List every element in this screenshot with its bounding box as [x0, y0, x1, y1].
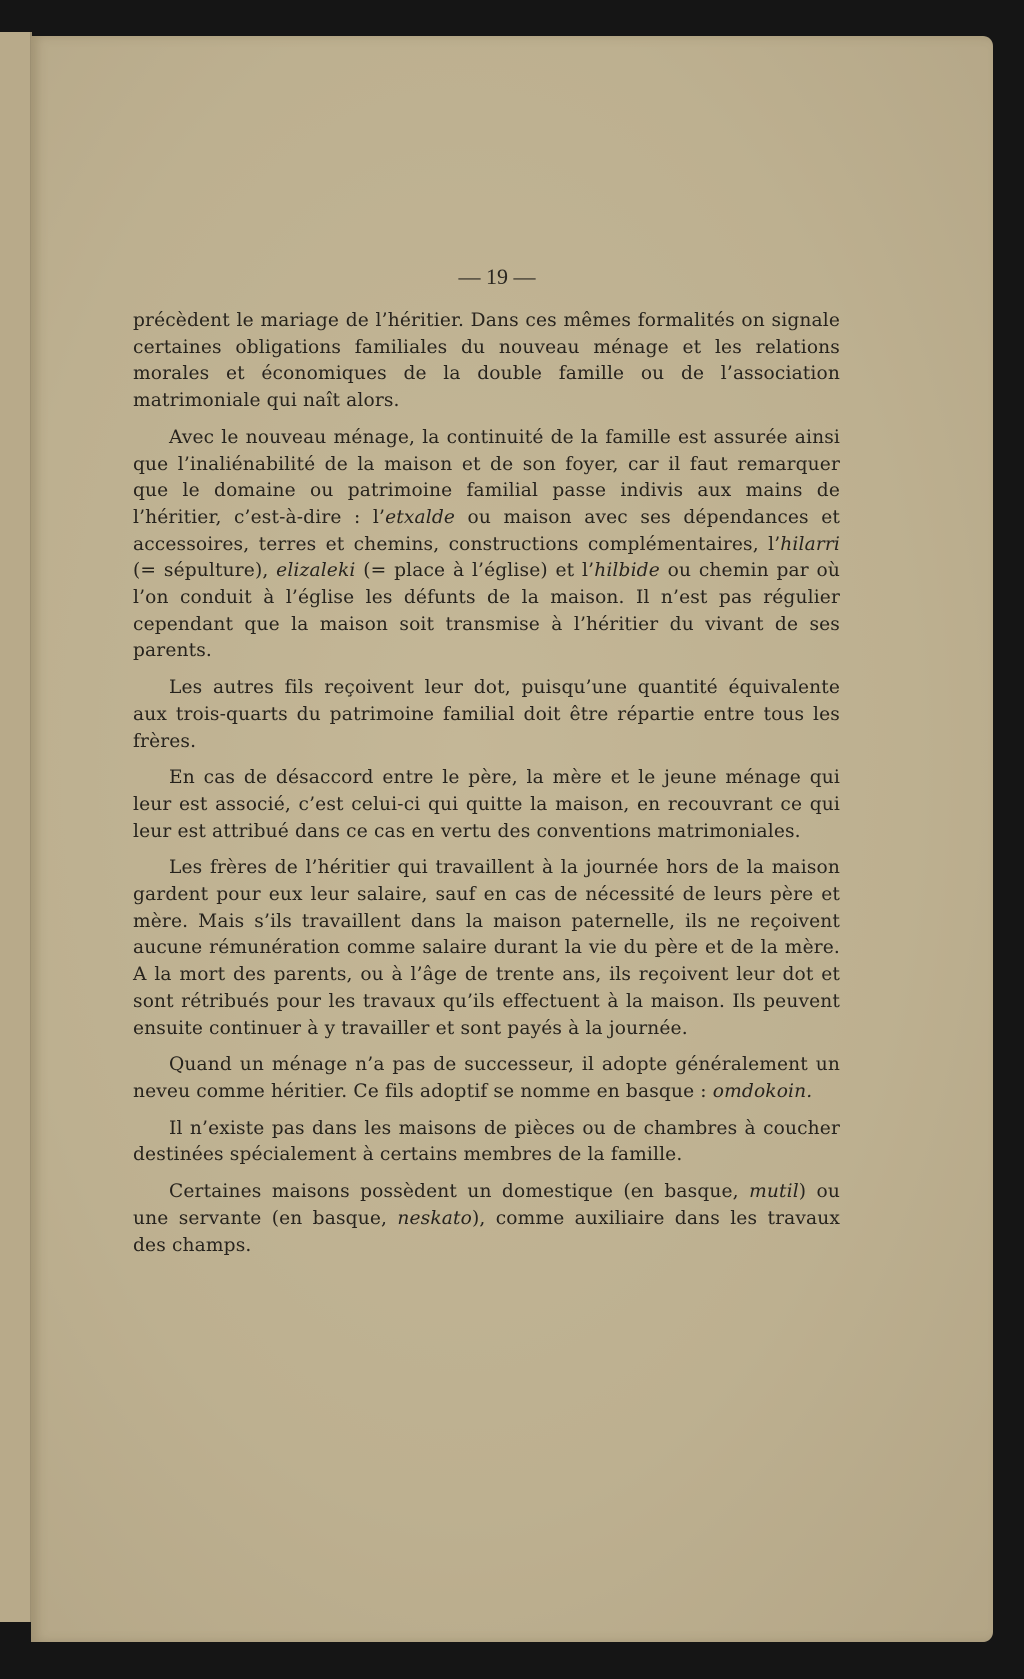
paragraph [133, 675, 840, 755]
italic-term: mutil [749, 1181, 799, 1203]
text-run: ou maison avec ses dépendances et accessoires, terres et chemins, constructions complémentaires, l’ [133, 506, 840, 555]
text-run: En cas de désaccord entre le père, la mère et le jeune ménage qui leur est associé, c’est celui-ci qui quitte la maison, en recouvrant ce qui leur est attribué dans ce cas en vertu des conventions matrimoniales. [133, 767, 840, 842]
page-number: — 19 — [458, 264, 536, 289]
text-run: Les autres fils reçoivent leur dot, puisqu’une quantité équivalente aux trois-quarts du patrimoine familial doit être répartie entre tous les frères. [133, 677, 840, 752]
body-text [133, 308, 840, 1269]
paragraph [133, 425, 840, 665]
book-page [31, 36, 993, 1642]
text-run: Il n’existe pas dans les maisons de pièces ou de chambres à coucher destinées spécialement à certains membres de la famille. [133, 1117, 840, 1166]
text-run: Certaines maisons possèdent un domestique (en basque, [169, 1181, 750, 1203]
italic-term: hilarri [780, 533, 840, 555]
text-run: ) ou une servante (en basque, [133, 1181, 841, 1229]
paragraph [133, 1179, 840, 1259]
text-run: (= sépulture), [133, 560, 277, 582]
text-run: ), comme auxiliaire dans les travaux des champs. [133, 1207, 840, 1256]
italic-term: hilbide [594, 560, 660, 582]
paragraph [133, 855, 840, 1042]
paragraph [133, 765, 840, 845]
paragraph [133, 308, 840, 415]
text-run: précèdent le mariage de l’héritier. Dans ces mêmes formalités on signale certaines obligations familiales du nouveau ménage et les relations morales et économiques de la double famille ou de l’association matrimoniale qui naît alors. [133, 310, 840, 412]
previous-page-edge [0, 32, 32, 1622]
italic-term: neskato [397, 1207, 472, 1229]
italic-term: omdokoin. [712, 1080, 813, 1102]
text-run: Quand un ménage n’a pas de successeur, il adopte généralement un neveu comme héritier. Ce fils adoptif se nomme en basque : [133, 1054, 840, 1102]
text-run: Avec le nouveau ménage, la continuité de la famille est assurée ainsi que l’inaliénabilité de la maison et de son foyer, car il faut remarquer que le domaine ou patrimoine familial passe indivis aux mains de l’héritier, c’est-à-dire : l’ [133, 426, 840, 528]
text-run: ou chemin par où l’on conduit à l’église les défunts de la maison. Il n’est pas régulier cependant que la maison soit transmise à l’héritier du vivant de ses parents. [133, 560, 841, 662]
text-run: Les frères de l’héritier qui travaillent à la journée hors de la maison gardent pour eux leur salaire, sauf en cas de nécessité de leurs père et mère. Mais s’ils travaillent dans la maison paternelle, ils ne reçoivent aucune rémunération comme salaire durant la vie du père et de la mère. A la mort des parents, ou à l’âge de trente ans, ils reçoivent leur dot et sont rétribués pour les travaux qu’ils effectuent à la maison. Ils peuvent ensuite continuer à y travailler et sont payés à la journée. [133, 857, 840, 1039]
paragraph [133, 1052, 840, 1105]
paragraph [133, 1116, 840, 1169]
text-run: (= place à l’église) et l’ [355, 560, 595, 582]
italic-term: etxalde [385, 506, 456, 528]
italic-term: elizaleki [276, 560, 356, 582]
